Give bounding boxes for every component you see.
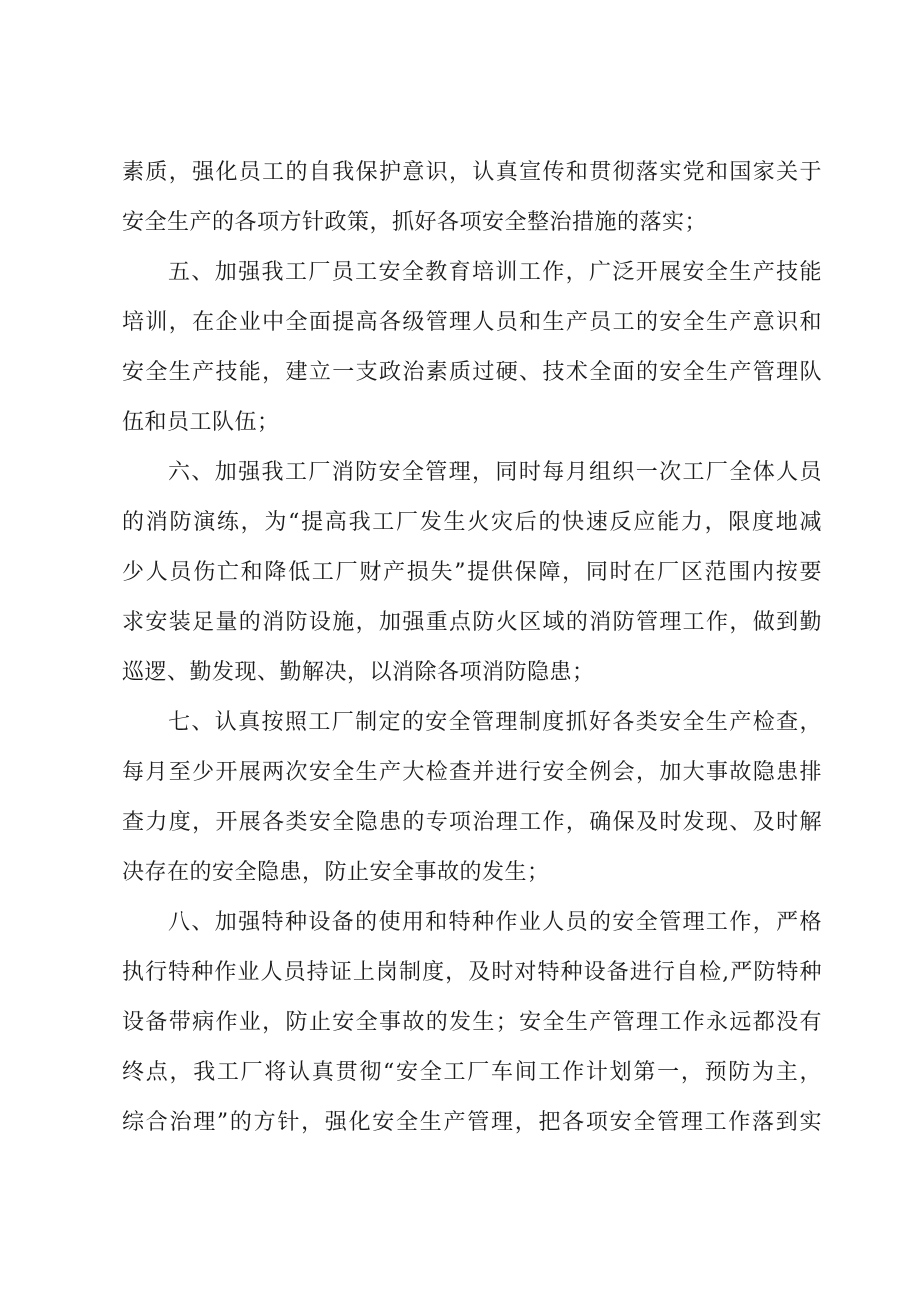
paragraph-5-line: 五、加强我工厂员工安全教育培训工作，广泛开展安全生产技能 bbox=[168, 260, 822, 285]
paragraph-7-line: 七、认真按照工厂制定的安全管理制度抓好各类安全生产检查， bbox=[168, 710, 822, 735]
text-line: 伍和员工队伍； bbox=[122, 410, 280, 435]
paragraph-6-line: 六、加强我工厂消防安全管理，同时每月组织一次工厂全体人员 bbox=[168, 460, 822, 485]
text-line: 设备带病作业，防止安全事故的发生；安全生产管理工作永远都没有 bbox=[122, 1010, 822, 1035]
text-line: 执行特种作业人员持证上岗制度，及时对特种设备进行自检,严防特种 bbox=[122, 960, 822, 985]
text-line: 巡逻、勤发现、勤解决，以消除各项消防隐患； bbox=[122, 660, 595, 685]
text-line: 的消防演练，为“提高我工厂发生火灾后的快速反应能力，限度地减 bbox=[122, 510, 822, 535]
text-line: 素质，强化员工的自我保护意识，认真宣传和贯彻落实党和国家关于 bbox=[122, 160, 822, 185]
text-line: 每月至少开展两次安全生产大检查并进行安全例会，加大事故隐患排 bbox=[122, 760, 822, 785]
text-line: 终点，我工厂将认真贯彻“安全工厂车间工作计划第一，预防为主， bbox=[122, 1060, 822, 1085]
text-line: 查力度，开展各类安全隐患的专项治理工作，确保及时发现、及时解 bbox=[122, 810, 822, 835]
text-line: 安全生产的各项方针政策，抓好各项安全整治措施的落实； bbox=[122, 210, 708, 235]
text-line: 综合治理”的方针，强化安全生产管理，把各项安全管理工作落到实 bbox=[122, 1110, 822, 1135]
text-line: 少人员伤亡和降低工厂财产损失”提供保障，同时在厂区范围内按要 bbox=[122, 560, 822, 585]
text-line: 安全生产技能，建立一支政治素质过硬、技术全面的安全生产管理队 bbox=[122, 360, 822, 385]
text-line: 决存在的安全隐患，防止安全事故的发生； bbox=[122, 860, 550, 885]
document-body bbox=[122, 148, 822, 1148]
text-line: 求安装足量的消防设施，加强重点防火区域的消防管理工作，做到勤 bbox=[122, 610, 822, 635]
text-line: 培训，在企业中全面提高各级管理人员和生产员工的安全生产意识和 bbox=[122, 310, 822, 335]
paragraph-8-line: 八、加强特种设备的使用和特种作业人员的安全管理工作，严格 bbox=[168, 910, 822, 935]
